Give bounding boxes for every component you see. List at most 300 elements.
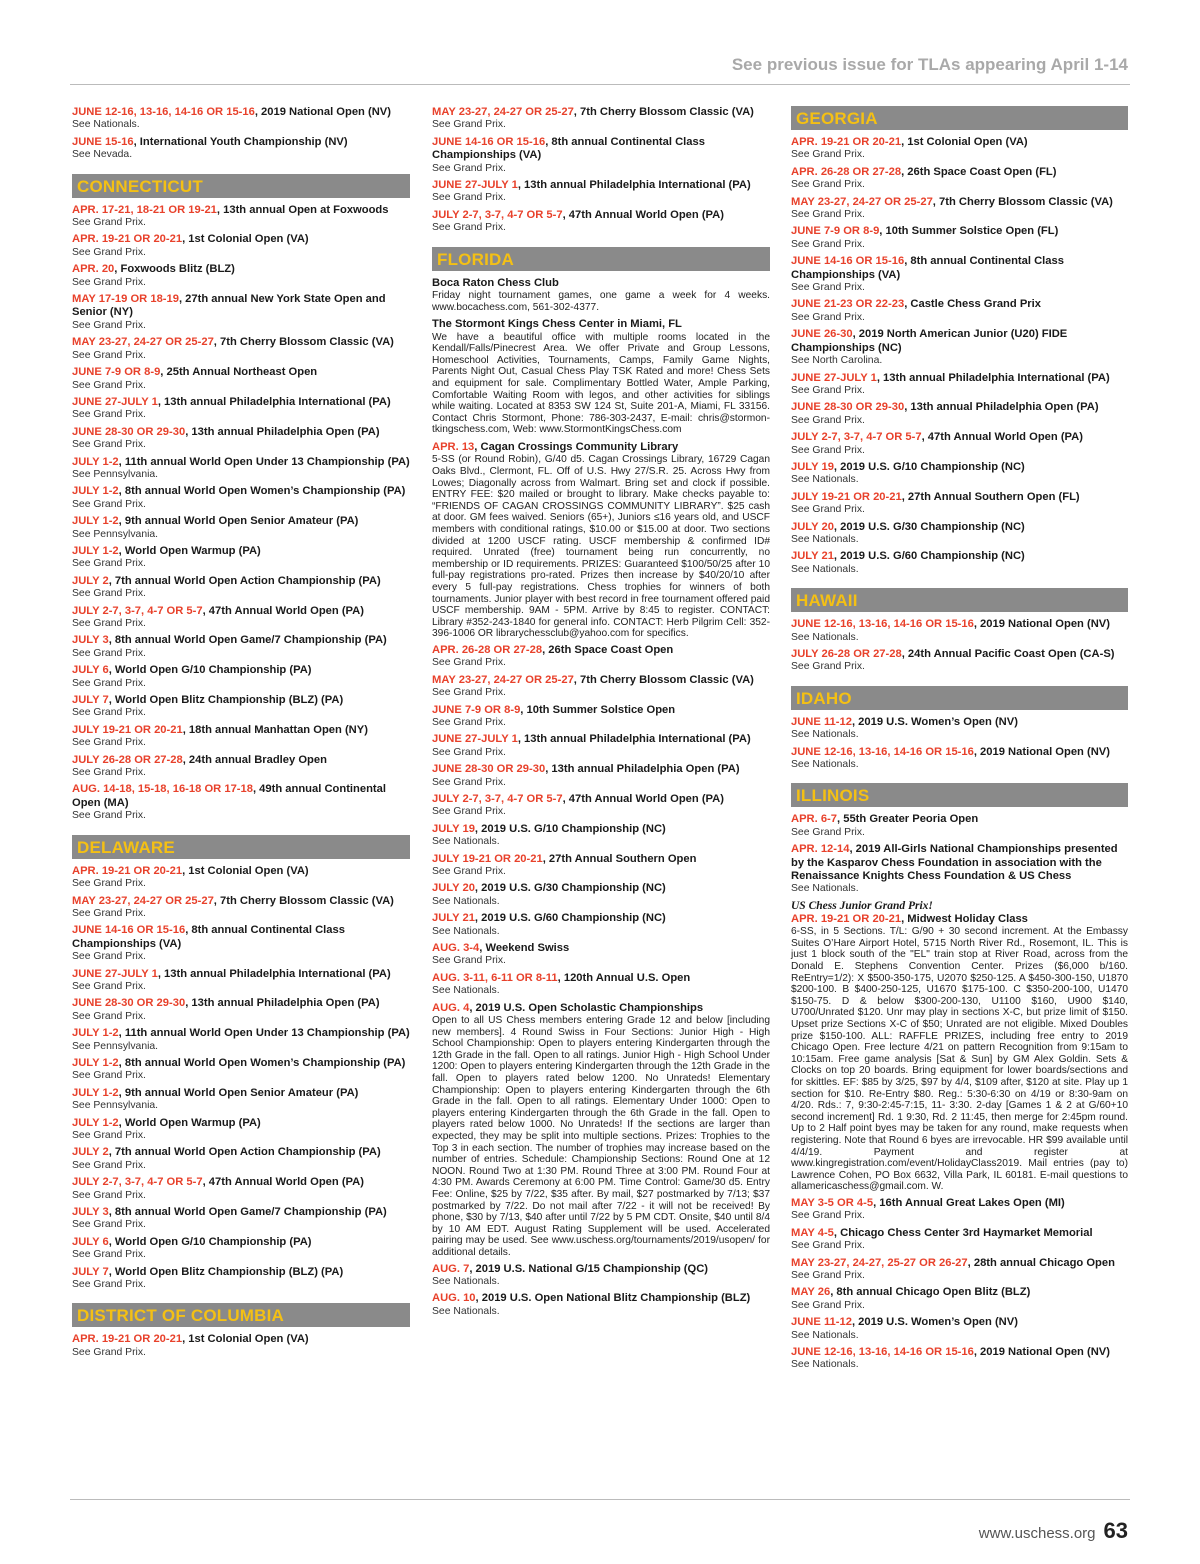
tournament-date: AUG. 4 <box>432 1001 470 1014</box>
tournament-name: , 2019 U.S. G/30 Championship (NC) <box>833 520 1025 533</box>
see-reference: See Grand Prix. <box>72 707 146 719</box>
tournament-entry <box>72 1333 410 1359</box>
see-reference: See Nationals. <box>791 1329 859 1341</box>
see-reference: See Grand Prix. <box>791 504 865 516</box>
see-reference: See Nationals. <box>432 925 500 937</box>
state-heading: IDAHO <box>791 686 1128 710</box>
see-reference: See Nationals. <box>791 533 859 545</box>
tournament-entry <box>791 618 1128 644</box>
see-reference: See Grand Prix. <box>72 907 146 919</box>
tournament-entry <box>72 1266 410 1292</box>
tournament-title-line <box>791 328 1128 355</box>
tournament-date: JUNE 27-JULY 1 <box>432 733 518 746</box>
see-reference: See Grand Prix. <box>72 810 146 822</box>
tournament-name: , 26th Space Coast Open <box>542 643 674 656</box>
tournament-name: , 49th annual Continental Open (MA) <box>72 783 386 809</box>
see-reference: See Grand Prix. <box>791 311 865 323</box>
tournament-entry <box>791 1316 1128 1342</box>
tournament-name: , 8th annual World Open Game/7 Championship (PA) <box>108 1206 387 1219</box>
tournament-date: JUNE 27-JULY 1 <box>72 395 158 408</box>
see-reference: See Grand Prix. <box>72 1279 146 1291</box>
see-reference: See Nationals. <box>432 1305 500 1317</box>
tournament-date: JULY 1-2 <box>72 1027 119 1040</box>
tournament-title-line <box>72 545 410 558</box>
see-reference: See Grand Prix. <box>791 414 865 426</box>
tournament-entry <box>791 843 1128 896</box>
tournament-name: , 8th annual Continental Class Championships (VA) <box>72 924 345 950</box>
see-reference: See Grand Prix. <box>72 558 146 570</box>
state-heading: GEORGIA <box>791 106 1128 130</box>
tournament-name: , 2019 National Open (NV) <box>973 1346 1110 1358</box>
tournament-date: APR. 6-7 <box>791 813 838 826</box>
tournament-entry <box>72 485 410 511</box>
header-divider <box>70 84 1130 85</box>
tournament-entry <box>432 972 770 998</box>
tournament-entry <box>72 783 410 822</box>
see-reference: See Grand Prix. <box>432 687 506 699</box>
see-reference: See Grand Prix. <box>72 217 146 229</box>
see-reference: See Grand Prix. <box>72 379 146 391</box>
tournament-name: , 16th Annual Great Lakes Open (MI) <box>873 1196 1065 1209</box>
tournament-title-line <box>72 1236 410 1249</box>
tournament-date: APR. 26-28 OR 27-28 <box>432 643 543 656</box>
see-reference: See Grand Prix. <box>791 149 865 161</box>
state-heading: HAWAII <box>791 588 1128 612</box>
tournament-date: JUNE 7-9 OR 8-9 <box>72 366 161 379</box>
tournament-date: APR. 12-14 <box>791 843 850 856</box>
tournament-title-line <box>72 1176 410 1189</box>
see-reference: See Grand Prix. <box>72 588 146 600</box>
state-heading: ILLINOIS <box>791 783 1128 807</box>
tournament-name: , 8th annual World Open Game/7 Championship (PA) <box>108 634 387 647</box>
see-reference: See Grand Prix. <box>72 1070 146 1082</box>
tournament-name: , 7th Cherry Blossom Classic (VA) <box>573 673 754 686</box>
tournament-name: , 2019 National Open (NV) <box>254 106 391 118</box>
club-name: Boca Raton Chess Club <box>432 276 559 289</box>
tournament-title-line <box>791 1257 1128 1270</box>
see-reference: See Grand Prix. <box>72 1130 146 1141</box>
see-reference: See Grand Prix. <box>791 209 865 221</box>
tournament-name: , 26th Space Coast Open (FL) <box>901 165 1057 178</box>
tournament-title-line <box>72 515 410 528</box>
tournament-entry <box>432 441 770 640</box>
tournament-entry <box>791 1227 1128 1253</box>
tournament-name: , 13th annual Philadelphia Open (PA) <box>904 401 1099 414</box>
tournament-entry <box>791 550 1128 576</box>
tournament-title-line <box>791 491 1128 504</box>
tournament-date: JULY 19-21 OR 20-21 <box>72 723 183 736</box>
tournament-name: , 2019 U.S. G/10 Championship (NC) <box>833 460 1025 473</box>
tournament-entry <box>72 1236 410 1262</box>
see-reference: See Nationals. <box>432 1275 500 1287</box>
tournament-date: MAY 23-27, 24-27 OR 25-27 <box>432 673 574 686</box>
tournament-date: APR. 19-21 OR 20-21 <box>791 912 902 925</box>
tournament-name: , Midwest Holiday Class <box>901 912 1028 925</box>
tournament-entry <box>72 1027 410 1053</box>
tournament-date: JULY 1-2 <box>72 455 119 468</box>
tournament-name: , 13th annual Philadelphia International (PA) <box>157 967 391 980</box>
tournament-entry <box>72 895 410 921</box>
tournament-title-line <box>432 912 770 925</box>
tournament-entry <box>72 1087 410 1113</box>
see-reference: See Grand Prix. <box>791 238 865 250</box>
tournament-date: JULY 2-7, 3-7, 4-7 OR 5-7 <box>72 604 203 617</box>
see-reference: See Grand Prix. <box>72 498 146 510</box>
tournament-date: JUNE 27-JULY 1 <box>432 179 518 192</box>
tournament-entry <box>72 724 410 750</box>
tournament-date: JUNE 12-16, 13-16, 14-16 OR 15-16 <box>791 745 974 758</box>
tournament-name: , Castle Chess Grand Prix <box>904 298 1041 311</box>
tournament-date: MAY 26 <box>791 1286 831 1299</box>
tournament-entry <box>72 545 410 571</box>
tournament-name: , 47th Annual World Open (PA) <box>562 208 724 221</box>
see-reference: See Grand Prix. <box>432 866 506 877</box>
tournament-title-line <box>791 255 1128 282</box>
tournament-title-line <box>432 733 770 746</box>
tournament-date: JUNE 28-30 OR 29-30 <box>791 401 905 414</box>
tournament-title-line <box>72 1027 410 1040</box>
tournament-name: , International Youth Championship (NV) <box>133 135 348 148</box>
club-name: The Stormont Kings Chess Center in Miami, FL <box>432 318 682 331</box>
tournament-name: , 7th Cherry Blossom Classic (VA) <box>932 195 1113 208</box>
tournament-entry <box>72 1057 410 1083</box>
see-reference: See Nationals. <box>432 895 500 907</box>
tournament-date: JULY 2-7, 3-7, 4-7 OR 5-7 <box>791 431 922 444</box>
tournament-name: , 24th annual Bradley Open <box>182 753 327 766</box>
tournament-title-line <box>72 575 410 588</box>
tournament-name: , 8th annual Chicago Open Blitz (BLZ) <box>830 1286 1031 1299</box>
tournament-title-line <box>432 1292 770 1305</box>
club-listing <box>432 277 770 314</box>
website-url: www.uschess.org <box>978 1525 1096 1542</box>
club-listing <box>432 318 770 436</box>
tournament-name: , 13th annual Philadelphia International (PA) <box>517 179 751 192</box>
see-reference: See Nationals. <box>791 729 859 741</box>
tournament-title-line <box>432 441 770 454</box>
tournament-date: JULY 7 <box>72 694 109 707</box>
tournament-details: 6-SS, in 5 Sections. T/L: G/90 + 30 second increment. At the Embassy Suites O’Hare Airport Hotel, 5715 North River Rd., Rosemont, IL. This is just 1 block south of the "EL" train stop at River Road, across from the Donald E. Stephens Convention Center. Prizes ($6,000 b/160. ReEntry=1/2): X $500-350-175, U2070 $250-125. A $450-300-150, U1870 $200-100. B $400-250-125, U1670 $175-100. C $350-200-100, U1470 $150-75. D & below $300-200-130, U1100 $160, U900 $140, U700/Unrated $120. Unr may play in sections X-C, but prize limit of $150. Upset prize Sections X-C of $50; Unrated are not eligible. Mixed Doubles prize $150-100. ALL: RAFFLE PRIZES, including free entry to 2019 Chicago Open. Free lecture 4/21 on pattern Recognition from 9:15am to 10:15am. Free game analysis [Sat & Sun] by GM Alex Goldin. Sets & Clocks on top 20 boards. Bring equipment for lower boards/sections and for skittles. EF: $85 by 3/25, $97 by 4/4, $109 after, $120 at site. Play up 1 section for $10. Re-Entry $80. Reg.: 5:30-6:30 on 4/19 or 8:30-9am on 4/20. Rds.: 7, 9:30-2:45-7:15, 11- 3:30. 2-day [Games 1 & 2 at G/60+10 second increment] Rd. 1 9:30, Rd. 2 11:45, then merge for 2:45pm round. Up to 2 Half point byes may be taken for any round, make requests when registering. Note that Round 6 byes are irrevocable. HR $99 available until 4/4/19. Payment and register at www.kingregistration.com/event/HolidayClass2019. Mail entries (pay to) Lawrence Cohen, PO Box 6632, Villa Park, IL 60181. E-mail questions to allamericaschess@gmail.com. W. <box>791 926 1128 1193</box>
tournament-date: JUNE 14-16 OR 15-16 <box>432 135 546 148</box>
tournament-name: , 2019 U.S. G/60 Championship (NC) <box>833 550 1025 563</box>
tournament-entry <box>432 763 770 789</box>
tournament-date: JULY 2-7, 3-7, 4-7 OR 5-7 <box>432 208 563 221</box>
tournament-name: , 7th Cherry Blossom Classic (VA) <box>213 894 394 907</box>
see-reference: See Grand Prix. <box>432 192 506 204</box>
tournament-date: JUNE 28-30 OR 29-30 <box>432 763 546 776</box>
tournament-date: JULY 1-2 <box>72 544 119 557</box>
tournament-entry <box>72 634 410 660</box>
see-reference: See Grand Prix. <box>791 1240 865 1252</box>
tournament-title-line <box>432 942 770 955</box>
tournament-name: , 7th annual World Open Action Championship (PA) <box>108 574 381 587</box>
see-reference: See Grand Prix. <box>432 119 506 131</box>
tournament-date: JUNE 27-JULY 1 <box>72 967 158 980</box>
tournament-title-line <box>791 136 1128 149</box>
tournament-date: JULY 2 <box>72 574 109 587</box>
tournament-name: , 8th annual Continental Class Championships (VA) <box>432 135 705 162</box>
tournament-title-line <box>432 674 770 687</box>
see-reference: See Grand Prix. <box>432 162 506 174</box>
tournament-entry <box>432 704 770 730</box>
tournament-date: JULY 19 <box>432 822 475 835</box>
tournament-title-line <box>72 924 410 951</box>
tournament-entry <box>432 674 770 700</box>
state-heading: FLORIDA <box>432 247 770 271</box>
see-reference: See Nationals. <box>791 474 859 486</box>
see-reference: See North Carolina. <box>791 355 883 367</box>
tournament-name: , Foxwoods Blitz (BLZ) <box>114 263 235 276</box>
tournament-title-line <box>432 209 770 222</box>
page-footer <box>979 1518 1128 1544</box>
tournament-name: , 2019 U.S. Women’s Open (NV) <box>851 1316 1018 1329</box>
tournament-entry <box>791 521 1128 547</box>
tournament-date: MAY 3-5 OR 4-5 <box>791 1196 874 1209</box>
tournament-entry <box>72 293 410 332</box>
tournament-date: JUNE 12-16, 13-16, 14-16 OR 15-16 <box>791 1346 974 1358</box>
see-reference: See Grand Prix. <box>791 1210 865 1222</box>
tournament-name: , 11th annual World Open Under 13 Championship (PA) <box>118 455 410 468</box>
tournament-entry <box>432 823 770 849</box>
tournament-entry <box>72 263 410 289</box>
tournament-name: , 2019 U.S. G/60 Championship (NC) <box>474 912 666 925</box>
tournament-date: APR. 20 <box>72 263 115 276</box>
tournament-title-line <box>791 166 1128 179</box>
tournament-date: JULY 2 <box>72 1146 109 1159</box>
listing-column-3 <box>791 106 1128 1376</box>
tournament-title-line <box>791 1197 1128 1210</box>
tournament-date: JUNE 15-16 <box>72 135 134 148</box>
tournament-entry <box>72 997 410 1023</box>
see-reference: See Grand Prix. <box>72 878 146 890</box>
tournament-name: , 25th Annual Northeast Open <box>160 366 318 379</box>
junior-grand-prix-label: US Chess Junior Grand Prix! <box>791 899 933 912</box>
tournament-title-line <box>791 1286 1128 1299</box>
tournament-date: JULY 20 <box>791 520 834 533</box>
tournament-details: Open to all US Chess members entering Grade 12 and below [including new members]. 4 Round Swiss in Four Sections: Junior High - High School Championship: Open to players entering Kindergarten through the 12th Grade in the fall. Open to all ratings. Junior High - High School Under 1200: Open to players entering Kindergarten through the 12th Grade in the fall. Open to players rated below 1200. No Unrateds! Elementary Championship: Open to players entering Kindergarten through the 6th Grade in the fall. Open to all ratings. Elementary Under 1000: Open to players entering Kindergarten through the 6th Grade in the fall. Open to players rated below 1000. No Unrateds! If the sections are larger than expected, they may be split into multiple sections. Prizes: Trophies to the Top 3 in each section. The number of trophies may increase based on the number of entries. Schedule: Championship Sections: Round One at 12 NOON. Round Two at 1:30 PM. Round Three at 3:00 PM. Round Four at 4:30 PM. Awards Ceremony at 6:00 PM. Time Control: Game/30 d5. Entry Fee: Online, $25 by 7/22, $35 after. By mail, $27 postmarked by 7/13; $37 postmarked by 7/22. Do not mail after 7/22 - it will not be received! By phone, $30 by 7/13, $40 after until 7/22 by 5 PM CDT. Onsite, $40 until 8/4 by 10 AM EDT. August Rating Supplement will be used. Accelerated pairing may be used. See www.uschess.org/tournaments/2019/usopen/ for additional details. <box>432 1015 770 1258</box>
see-reference: See Pennsylvania. <box>72 468 159 480</box>
tournament-title-line <box>432 763 770 776</box>
tournament-date: AUG. 3-11, 6-11 OR 8-11 <box>432 971 558 984</box>
tournament-name: , 2019 U.S. Open National Blitz Championship (BLZ) <box>475 1292 751 1305</box>
tournament-name: , World Open G/10 Championship (PA) <box>108 664 312 677</box>
tournament-name: , 8th annual World Open Women’s Championship (PA) <box>118 1056 406 1069</box>
tournament-entry <box>72 754 410 780</box>
see-reference: See Pennsylvania. <box>72 528 159 540</box>
see-reference: See Grand Prix. <box>72 319 146 331</box>
tournament-entry <box>791 1257 1128 1283</box>
tournament-title-line <box>791 1227 1128 1240</box>
tournament-entry <box>791 372 1128 398</box>
tournament-date: JUNE 14-16 OR 15-16 <box>791 255 905 268</box>
tournament-date: JULY 3 <box>72 634 109 647</box>
tournament-title-line <box>432 793 770 806</box>
tournament-title-line <box>791 401 1128 414</box>
tournament-name: , 10th Summer Solstice Open <box>520 703 676 716</box>
tournament-name: , Weekend Swiss <box>479 942 570 955</box>
see-reference: See Grand Prix. <box>791 1269 865 1281</box>
tournament-name: , 13th annual Philadelphia International (PA) <box>876 371 1110 384</box>
tournament-title-line <box>72 136 410 149</box>
tournament-title-line <box>432 1263 770 1276</box>
tournament-entry <box>432 1292 770 1318</box>
tournament-date: APR. 17-21, 18-21 OR 19-21 <box>72 203 217 216</box>
tournament-name: , 2019 U.S. National G/15 Championship (QC) <box>469 1262 709 1275</box>
tournament-entry <box>72 664 410 690</box>
tournament-entry <box>72 605 410 631</box>
tournament-name: , Chicago Chess Center 3rd Haymarket Memorial <box>833 1226 1093 1239</box>
tournament-date: MAY 17-19 OR 18-19 <box>72 293 179 306</box>
see-reference: See Nationals. <box>791 759 859 771</box>
tournament-title-line <box>432 136 770 163</box>
see-reference: See Nationals. <box>432 985 500 997</box>
tournament-entry <box>72 1206 410 1232</box>
see-reference: See Nationals. <box>791 1359 859 1371</box>
tournament-entry <box>72 136 410 162</box>
see-reference: See Pennsylvania. <box>72 1100 159 1112</box>
tournament-entry <box>791 491 1128 517</box>
tournament-date: MAY 23-27, 24-27 OR 25-27 <box>72 336 214 349</box>
tournament-entry <box>72 426 410 452</box>
tournament-name: , World Open Blitz Championship (BLZ) (PA) <box>108 1265 344 1278</box>
tournament-entry <box>791 196 1128 222</box>
tournament-title-line <box>432 823 770 836</box>
tournament-name: , 11th annual World Open Under 13 Championship (PA) <box>118 1027 410 1040</box>
tournament-title-line <box>72 895 410 908</box>
tournament-date: MAY 4-5 <box>791 1226 834 1239</box>
tournament-title-line <box>791 550 1128 563</box>
tournament-title-line <box>791 648 1128 661</box>
see-reference: See Grand Prix. <box>72 737 146 749</box>
tournament-name: , 1st Colonial Open (VA) <box>182 864 309 877</box>
tournament-date: JUNE 26-30 <box>791 328 853 341</box>
see-reference: See Grand Prix. <box>72 767 146 779</box>
tournament-date: JULY 6 <box>72 1235 109 1248</box>
tournament-name: , 2019 National Open (NV) <box>973 745 1110 758</box>
tournament-entry <box>72 515 410 541</box>
tournament-title-line <box>72 664 410 677</box>
tournament-name: , 13th annual Philadelphia International (PA) <box>157 395 391 408</box>
tournament-title-line <box>72 1057 410 1070</box>
tournament-entry <box>432 733 770 759</box>
tournament-entry <box>791 1286 1128 1312</box>
see-reference: See Nevada. <box>72 149 133 161</box>
tournament-name: , 120th Annual U.S. Open <box>557 971 691 984</box>
tournament-entry <box>791 255 1128 294</box>
tournament-entry <box>791 813 1128 839</box>
tournament-name: , 1st Colonial Open (VA) <box>901 136 1028 148</box>
see-reference: See Grand Prix. <box>72 618 146 629</box>
tournament-name: , 18th annual Manhattan Open (NY) <box>182 723 368 736</box>
tournament-title-line <box>72 997 410 1010</box>
tournament-name: , World Open Warmup (PA) <box>118 544 261 557</box>
tournament-entry <box>72 456 410 482</box>
see-reference: See Grand Prix. <box>72 349 146 361</box>
tournament-date: JUNE 11-12 <box>791 715 852 728</box>
tournament-name: , 27th annual New York State Open and Senior (NY) <box>72 293 386 319</box>
tournament-title-line <box>791 813 1128 826</box>
tournament-name: , 13th annual Philadelphia International (PA) <box>517 733 751 746</box>
tournament-name: , World Open G/10 Championship (PA) <box>108 1235 312 1248</box>
tournament-entry <box>72 204 410 230</box>
tournament-title-line <box>72 724 410 737</box>
tournament-date: JULY 19 <box>791 460 834 473</box>
tournament-date: AUG. 14-18, 15-18, 16-18 OR 17-18 <box>72 783 253 796</box>
tournament-name: , 7th Cherry Blossom Classic (VA) <box>573 106 754 118</box>
listing-column-1 <box>72 106 410 1363</box>
club-description: We have a beautiful office with multiple rooms located in the Kendall/Falls/Pinecrest Area. We offer Private and Group Lessons, Homeschool Activities, Tournaments, Camps, Family Game Nights, Parents Night Out, Casual Chess Play TSK Rated and more! Chess Sets and equipment for sale. Complimentary Bottled Water, Ample Parking, Comfortable Waiting Room with legos, and other activities for siblings while waiting. Located at 8353 SW 124 St, Suite 201-A, Miami, FL 33156. Contact Chris Stormont, Phone: 786-303-2437, E-mail: chris@stormon-tkingschess.com, Web: www.StormontKingsChess.com <box>432 331 770 436</box>
see-reference: See Grand Prix. <box>72 1346 146 1358</box>
see-reference: See Grand Prix. <box>72 246 146 258</box>
tournament-title-line <box>791 746 1128 759</box>
tournament-name: , 47th Annual World Open (PA) <box>202 1176 364 1189</box>
tournament-name: , 2019 U.S. G/10 Championship (NC) <box>474 822 666 835</box>
tournament-title-line <box>791 1316 1128 1329</box>
tournament-title-line <box>72 1206 410 1219</box>
footer-divider <box>70 1499 1130 1500</box>
tournament-title-line <box>432 106 770 119</box>
tournament-title-line <box>791 521 1128 534</box>
see-reference: See Grand Prix. <box>791 661 865 673</box>
tournament-entry <box>72 106 410 132</box>
see-reference: See Grand Prix. <box>432 716 506 728</box>
tournament-entry <box>432 853 770 879</box>
listing-column-2 <box>432 106 770 1322</box>
tournament-name: , 27th Annual Southern Open (FL) <box>901 490 1080 503</box>
see-reference: See Grand Prix. <box>72 677 146 689</box>
tournament-entry <box>432 1263 770 1289</box>
tournament-title-line <box>72 694 410 707</box>
tournament-date: JUNE 12-16, 13-16, 14-16 OR 15-16 <box>72 106 255 118</box>
tournament-title-line <box>72 783 410 810</box>
tournament-title-line <box>72 336 410 349</box>
tournament-entry <box>791 1197 1128 1223</box>
tournament-entry <box>432 942 770 968</box>
tournament-entry <box>72 865 410 891</box>
tournament-title-line <box>791 372 1128 385</box>
tournament-date: JULY 1-2 <box>72 485 119 498</box>
tournament-date: JULY 6 <box>72 664 109 677</box>
tournament-date: JUNE 28-30 OR 29-30 <box>72 997 186 1010</box>
tournament-title-line <box>72 456 410 469</box>
see-reference: See Grand Prix. <box>432 657 506 669</box>
tournament-entry <box>72 968 410 994</box>
tournament-title-line <box>72 293 410 320</box>
tournament-entry <box>72 924 410 963</box>
tournament-entry <box>791 328 1128 367</box>
tournament-date: JULY 1-2 <box>72 1116 119 1129</box>
tournament-title-line <box>72 1333 410 1346</box>
tournament-name: , 8th annual World Open Women’s Championship (PA) <box>118 485 406 498</box>
tournament-name: , 2019 North American Junior (U20) FIDE Championships (NC) <box>791 328 1068 354</box>
tournament-name: , 13th annual Philadelphia Open (PA) <box>185 425 380 438</box>
tournament-title-line <box>72 106 410 119</box>
see-reference: See Grand Prix. <box>72 1189 146 1201</box>
tournament-name: , 47th Annual World Open (PA) <box>921 431 1083 444</box>
tournament-date: APR. 19-21 OR 20-21 <box>72 864 183 877</box>
tournament-name: , 7th annual World Open Action Championship (PA) <box>108 1146 381 1159</box>
tournament-entry <box>791 461 1128 487</box>
see-reference: See Grand Prix. <box>432 806 506 818</box>
tournament-date: AUG. 3-4 <box>432 942 480 955</box>
see-reference: See Nationals. <box>72 119 140 131</box>
tournament-entry <box>791 716 1128 742</box>
tournament-name: , 47th Annual World Open (PA) <box>562 792 724 805</box>
see-reference: See Grand Prix. <box>72 439 146 451</box>
tournament-name: , 1st Colonial Open (VA) <box>182 233 309 246</box>
tournament-entry <box>791 1346 1128 1372</box>
tournament-date: APR. 26-28 OR 27-28 <box>791 165 902 178</box>
see-reference: See Nationals. <box>791 883 859 895</box>
